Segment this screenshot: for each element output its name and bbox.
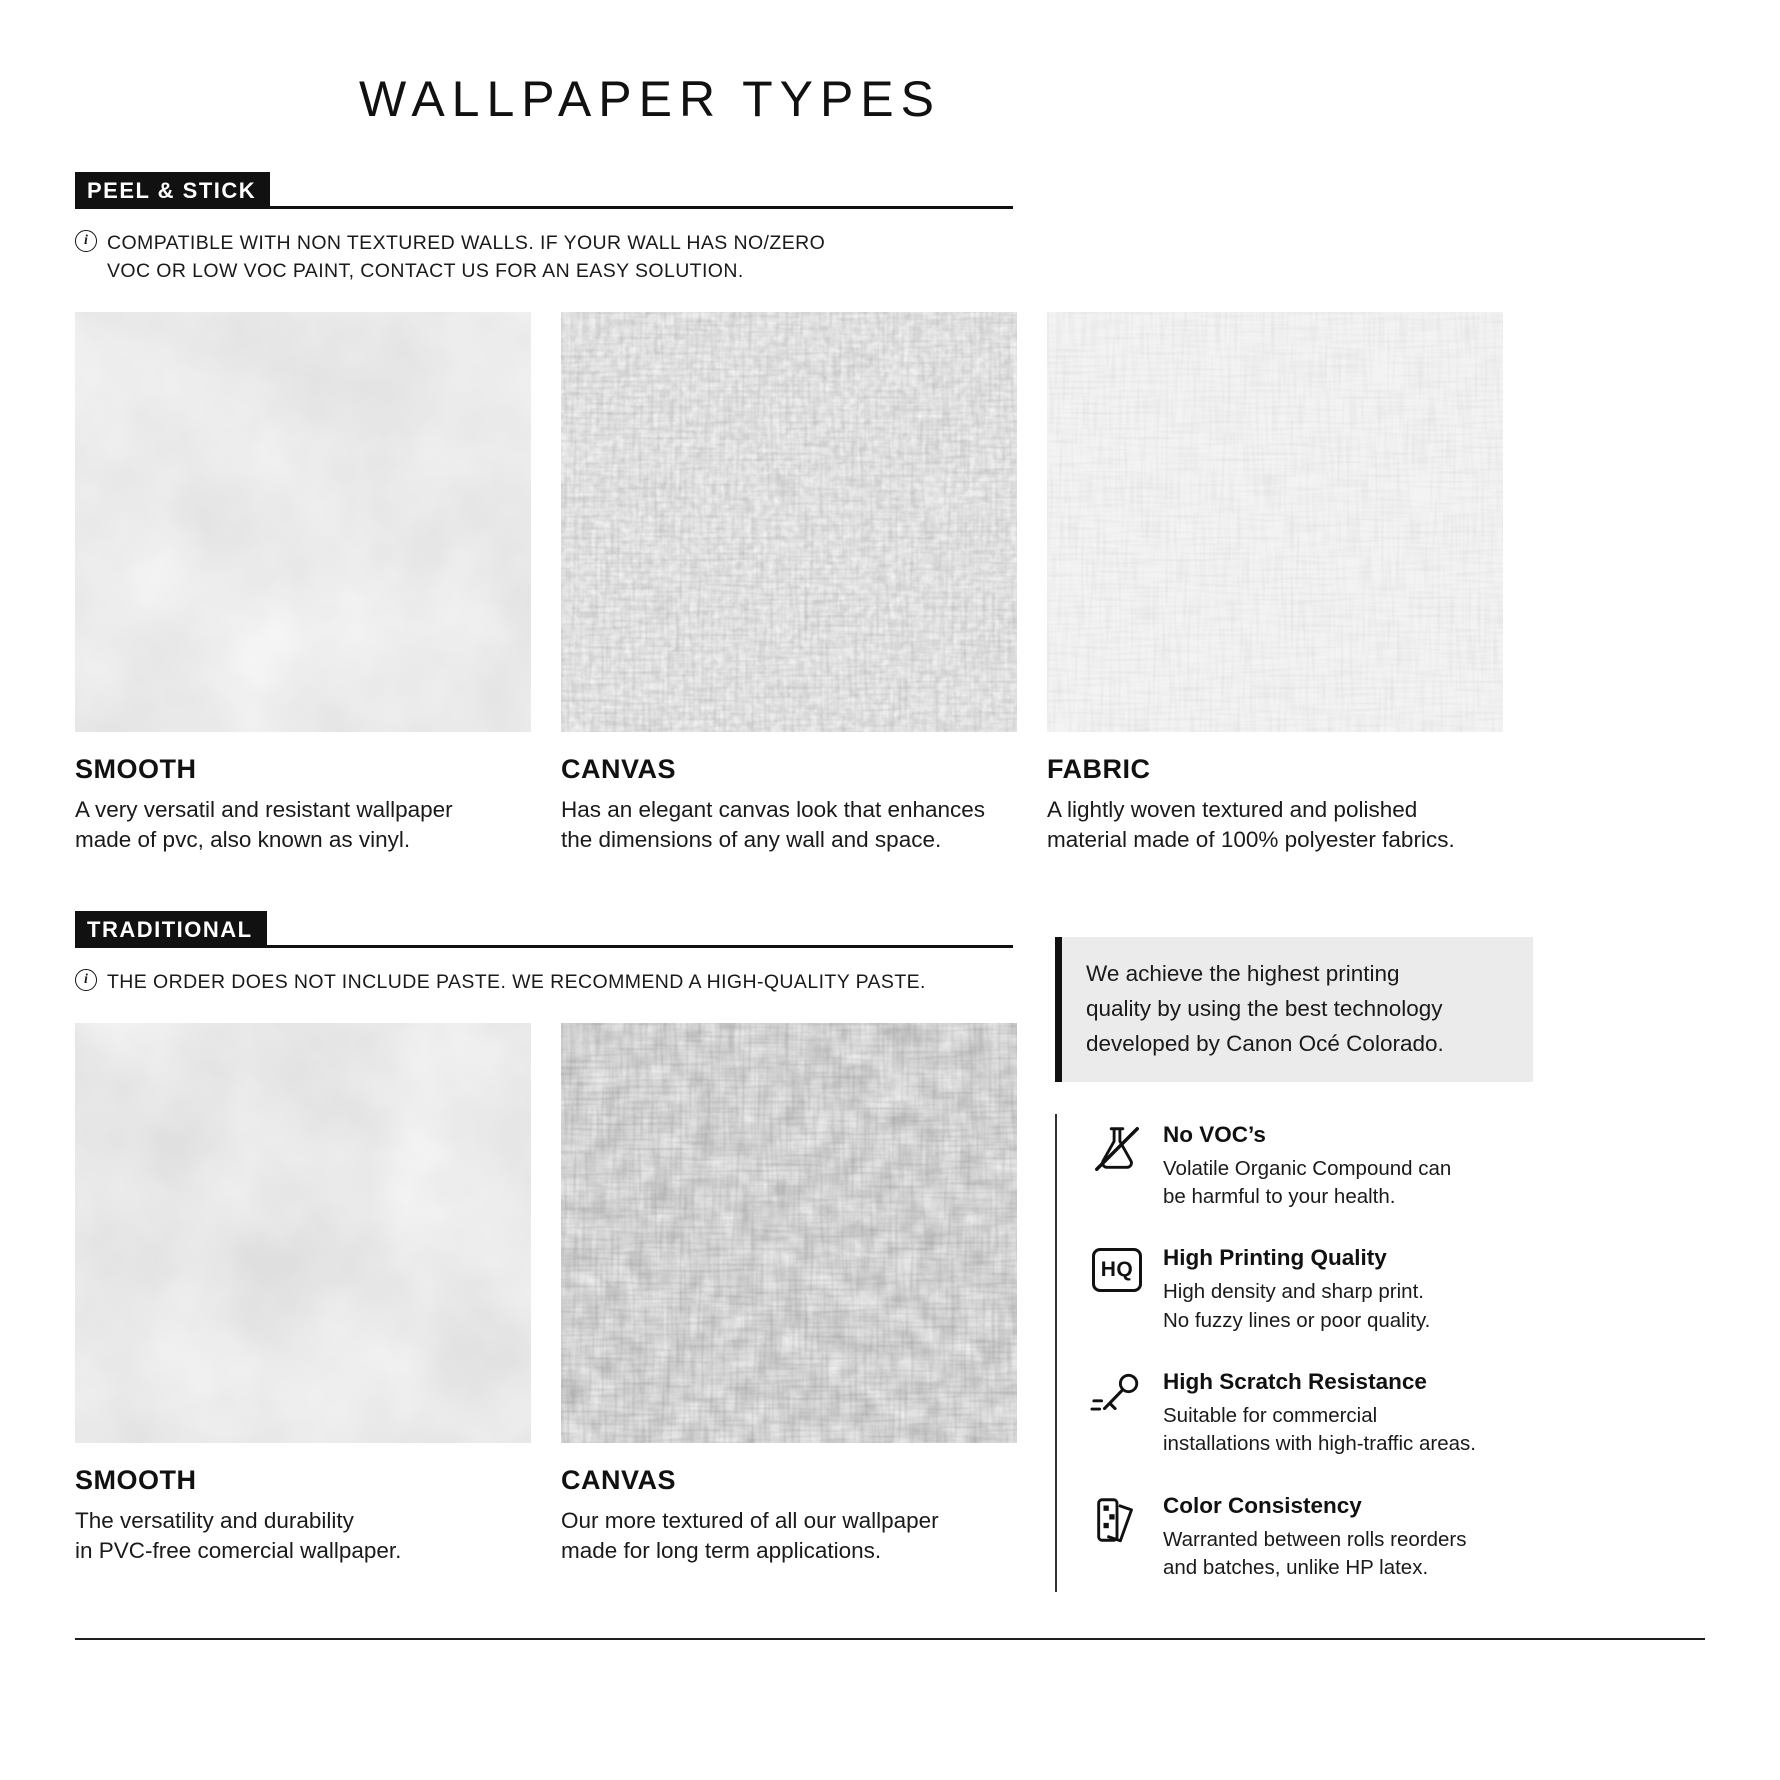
card-traditional-canvas [561, 1023, 1017, 1567]
desc-line: Suitable for commercial [1163, 1404, 1378, 1428]
card-description [1047, 795, 1503, 856]
no-voc-icon [1089, 1122, 1145, 1212]
traditional-note [75, 968, 1013, 996]
quality-panel [1055, 911, 1533, 1592]
traditional-cards [75, 1023, 1017, 1567]
card-description [561, 1506, 1017, 1567]
desc-line: High density and sharp print. [1163, 1280, 1424, 1304]
card-title: FABRIC [1047, 753, 1151, 784]
info-glyph: i [84, 233, 88, 248]
hq-badge-label: HQ [1092, 1248, 1142, 1292]
note-line: THE ORDER DOES NOT INCLUDE PASTE. WE RECOMMEND A HIGH-QUALITY PASTE. [107, 971, 926, 994]
note-text [107, 229, 825, 286]
card-peel-fabric [1047, 312, 1503, 856]
traditional-badge: TRADITIONAL [75, 911, 267, 948]
feature-description [1163, 1402, 1533, 1459]
feature-description [1163, 1526, 1533, 1583]
quality-statement [1055, 937, 1533, 1082]
card-description [75, 1506, 531, 1567]
statement-line: quality by using the best technology [1086, 996, 1443, 1022]
statement-line: We achieve the highest printing [1086, 961, 1400, 987]
info-icon [75, 969, 97, 991]
desc-line: in PVC-free comercial wallpaper. [75, 1537, 402, 1563]
peel-stick-header [75, 172, 1013, 209]
hq-icon [1089, 1245, 1145, 1335]
feature-body [1163, 1122, 1533, 1212]
scratch-icon [1089, 1369, 1145, 1459]
peel-stick-cards [75, 312, 1503, 856]
card-peel-canvas [561, 312, 1017, 856]
desc-line: A very versatil and resistant wallpaper [75, 796, 453, 822]
desc-line: A lightly woven textured and polished [1047, 796, 1418, 822]
desc-line: material made of 100% polyester fabrics. [1047, 826, 1455, 852]
desc-line: installations with high-traffic areas. [1163, 1432, 1476, 1456]
feature-title: No VOC’s [1163, 1121, 1266, 1147]
color-swatches-icon [1089, 1493, 1145, 1583]
desc-line: Our more textured of all our wallpaper [561, 1507, 939, 1533]
note-line: VOC OR LOW VOC PAINT, CONTACT US FOR AN EASY SOLUTION. [107, 260, 744, 283]
note-line: COMPATIBLE WITH NON TEXTURED WALLS. IF YOUR WALL HAS NO/ZERO [107, 232, 826, 254]
desc-line: Has an elegant canvas look that enhances [561, 796, 986, 822]
desc-line: The versatility and durability [75, 1507, 354, 1533]
feature-title: High Scratch Resistance [1163, 1369, 1427, 1395]
feature-list [1055, 1114, 1533, 1592]
traditional-section [75, 911, 1013, 1566]
card-traditional-smooth [75, 1023, 531, 1567]
card-description [75, 795, 531, 856]
peel-stick-badge: PEEL & STICK [75, 172, 270, 209]
bottom-divider [75, 1638, 1705, 1640]
smooth-texture-swatch [75, 312, 531, 732]
peel-stick-section [75, 172, 1705, 855]
feature-color-consistency [1089, 1493, 1533, 1583]
traditional-header [75, 911, 1013, 948]
desc-line: made for long term applications. [561, 1537, 882, 1563]
bottom-area [75, 911, 1705, 1592]
feature-body [1163, 1493, 1533, 1583]
fabric-texture-swatch [1047, 312, 1503, 732]
desc-line: and batches, unlike HP latex. [1163, 1555, 1429, 1579]
smooth-texture-swatch [75, 1023, 531, 1443]
rough-canvas-texture-swatch [561, 1023, 1017, 1443]
info-icon [75, 230, 97, 252]
desc-line: be harmful to your health. [1163, 1185, 1396, 1209]
feature-body [1163, 1369, 1533, 1459]
card-title: SMOOTH [75, 753, 197, 784]
feature-description [1163, 1278, 1533, 1335]
desc-line: Volatile Organic Compound can [1163, 1156, 1452, 1180]
card-description [561, 795, 1017, 856]
card-title: CANVAS [561, 1464, 677, 1495]
note-text [107, 968, 926, 996]
page-title: WALLPAPER TYPES [358, 71, 942, 127]
desc-line: No fuzzy lines or poor quality. [1163, 1308, 1431, 1332]
feature-high-printing-quality [1089, 1245, 1533, 1335]
card-title: CANVAS [561, 753, 677, 784]
canvas-texture-swatch [561, 312, 1017, 732]
desc-line: made of pvc, also known as vinyl. [75, 826, 411, 852]
desc-line: Warranted between rolls reorders [1163, 1527, 1467, 1551]
section-rule [267, 945, 1013, 948]
feature-title: Color Consistency [1163, 1492, 1362, 1518]
peel-stick-note [75, 229, 1705, 286]
feature-title: High Printing Quality [1163, 1245, 1387, 1271]
feature-scratch-resistance [1089, 1369, 1533, 1459]
card-peel-smooth [75, 312, 531, 856]
desc-line: the dimensions of any wall and space. [561, 826, 942, 852]
feature-description [1163, 1155, 1533, 1212]
statement-line: developed by Canon Océ Colorado. [1086, 1031, 1444, 1057]
feature-no-voc [1089, 1122, 1533, 1212]
section-rule [270, 206, 1013, 209]
card-title: SMOOTH [75, 1464, 197, 1495]
feature-body [1163, 1245, 1533, 1335]
info-glyph: i [84, 972, 88, 988]
